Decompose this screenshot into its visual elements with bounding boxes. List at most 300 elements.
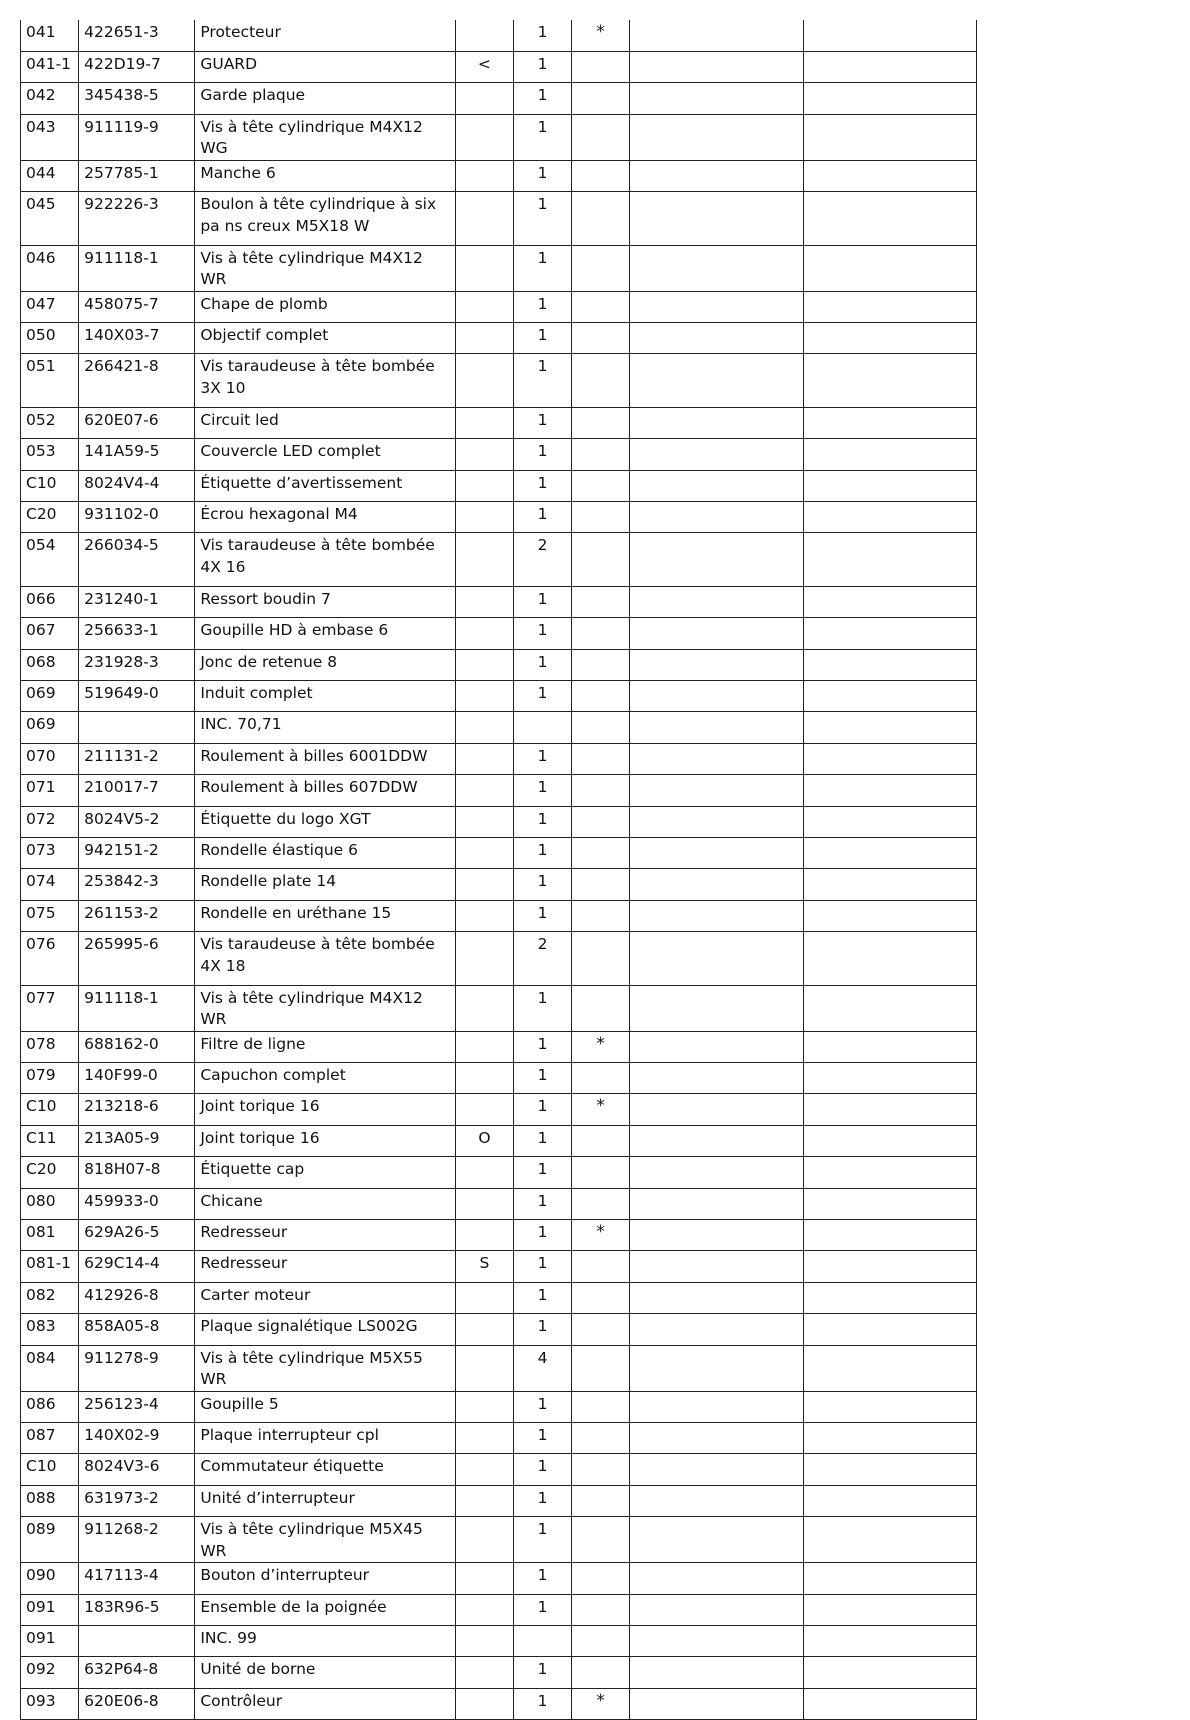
empty-cell	[803, 1517, 976, 1563]
marker-cell	[455, 806, 513, 837]
part-number-cell: 266034-5	[79, 533, 195, 587]
part-number-cell: 231240-1	[79, 586, 195, 617]
marker-cell	[455, 407, 513, 438]
table-row	[21, 439, 977, 470]
empty-cell	[630, 1188, 803, 1219]
item-number-cell: 051	[21, 354, 79, 408]
empty-cell	[630, 322, 803, 353]
table-row	[21, 1594, 977, 1625]
description-cell: GUARD	[195, 51, 456, 82]
part-number-cell: 257785-1	[79, 160, 195, 191]
item-number-cell: 082	[21, 1282, 79, 1313]
item-number-cell: 041	[21, 20, 79, 51]
marker-cell	[455, 245, 513, 291]
quantity-cell: 1	[513, 649, 571, 680]
marker-cell	[455, 502, 513, 533]
part-number-cell: 140X03-7	[79, 322, 195, 353]
table-row	[21, 114, 977, 160]
empty-cell	[803, 586, 976, 617]
description-cell: Capuchon complet	[195, 1063, 456, 1094]
empty-cell	[630, 1282, 803, 1313]
description-cell: Carter moteur	[195, 1282, 456, 1313]
part-number-cell: 911278-9	[79, 1345, 195, 1391]
note-cell	[572, 1125, 630, 1156]
empty-cell	[803, 322, 976, 353]
empty-cell	[803, 618, 976, 649]
table-row	[21, 985, 977, 1031]
empty-cell	[803, 1094, 976, 1125]
description-cell: Vis taraudeuse à tête bombée 4X 16	[195, 533, 456, 587]
part-number-cell: 911119-9	[79, 114, 195, 160]
part-number-cell: 231928-3	[79, 649, 195, 680]
item-number-cell: 090	[21, 1563, 79, 1594]
empty-cell	[803, 900, 976, 931]
table-row	[21, 586, 977, 617]
empty-cell	[630, 291, 803, 322]
note-cell	[572, 1485, 630, 1516]
part-number-cell: 620E07-6	[79, 407, 195, 438]
quantity-cell: 1	[513, 1188, 571, 1219]
empty-cell	[630, 1031, 803, 1062]
item-number-cell: 072	[21, 806, 79, 837]
empty-cell	[630, 743, 803, 774]
empty-cell	[630, 838, 803, 869]
table-row	[21, 245, 977, 291]
note-cell	[572, 1423, 630, 1454]
empty-cell	[803, 869, 976, 900]
quantity-cell: 1	[513, 407, 571, 438]
empty-cell	[803, 1282, 976, 1313]
item-number-cell: 092	[21, 1657, 79, 1688]
table-row	[21, 20, 977, 51]
item-number-cell: 047	[21, 291, 79, 322]
table-row	[21, 743, 977, 774]
empty-cell	[630, 470, 803, 501]
item-number-cell: 091	[21, 1594, 79, 1625]
item-number-cell: 089	[21, 1517, 79, 1563]
description-cell: Rondelle en uréthane 15	[195, 900, 456, 931]
description-cell: INC. 70,71	[195, 712, 456, 743]
empty-cell	[630, 83, 803, 114]
part-number-cell: 458075-7	[79, 291, 195, 322]
marker-cell: S	[455, 1251, 513, 1282]
empty-cell	[803, 1188, 976, 1219]
marker-cell	[455, 1594, 513, 1625]
note-cell	[572, 1454, 630, 1485]
description-cell: Plaque signalétique LS002G	[195, 1314, 456, 1345]
part-number-cell: 8024V5-2	[79, 806, 195, 837]
empty-cell	[630, 1157, 803, 1188]
table-row	[21, 1157, 977, 1188]
marker-cell	[455, 20, 513, 51]
item-number-cell: 091	[21, 1625, 79, 1656]
marker-cell	[455, 869, 513, 900]
empty-cell	[630, 1423, 803, 1454]
table-row	[21, 1688, 977, 1719]
quantity-cell: 1	[513, 470, 571, 501]
empty-cell	[630, 1094, 803, 1125]
description-cell: Goupille 5	[195, 1391, 456, 1422]
quantity-cell: 1	[513, 586, 571, 617]
marker-cell	[455, 985, 513, 1031]
item-number-cell: 087	[21, 1423, 79, 1454]
part-number-cell: 213A05-9	[79, 1125, 195, 1156]
empty-cell	[803, 712, 976, 743]
item-number-cell: 069	[21, 712, 79, 743]
empty-cell	[803, 932, 976, 986]
description-cell: Rondelle élastique 6	[195, 838, 456, 869]
note-cell: *	[572, 1094, 630, 1125]
marker-cell	[455, 838, 513, 869]
quantity-cell: 1	[513, 439, 571, 470]
part-number-cell: 261153-2	[79, 900, 195, 931]
item-number-cell: 077	[21, 985, 79, 1031]
note-cell	[572, 322, 630, 353]
marker-cell	[455, 586, 513, 617]
description-cell: Roulement à billes 6001DDW	[195, 743, 456, 774]
table-row	[21, 681, 977, 712]
empty-cell	[803, 83, 976, 114]
quantity-cell: 1	[513, 743, 571, 774]
table-row	[21, 900, 977, 931]
empty-cell	[630, 1251, 803, 1282]
item-number-cell: 041-1	[21, 51, 79, 82]
item-number-cell: 081-1	[21, 1251, 79, 1282]
quantity-cell: 4	[513, 1345, 571, 1391]
description-cell: Protecteur	[195, 20, 456, 51]
item-number-cell: 050	[21, 322, 79, 353]
part-number-cell: 210017-7	[79, 775, 195, 806]
part-number-cell: 412926-8	[79, 1282, 195, 1313]
part-number-cell	[79, 712, 195, 743]
marker-cell	[455, 1188, 513, 1219]
table-row	[21, 1517, 977, 1563]
table-row	[21, 1657, 977, 1688]
empty-cell	[803, 985, 976, 1031]
part-number-cell: 818H07-8	[79, 1157, 195, 1188]
table-row	[21, 470, 977, 501]
note-cell	[572, 869, 630, 900]
item-number-cell: C10	[21, 1454, 79, 1485]
table-row	[21, 775, 977, 806]
quantity-cell: 1	[513, 838, 571, 869]
empty-cell	[803, 470, 976, 501]
description-cell: Objectif complet	[195, 322, 456, 353]
description-cell: Plaque interrupteur cpl	[195, 1423, 456, 1454]
quantity-cell: 1	[513, 681, 571, 712]
marker-cell	[455, 114, 513, 160]
quantity-cell: 1	[513, 1157, 571, 1188]
table-row	[21, 322, 977, 353]
marker-cell	[455, 470, 513, 501]
note-cell	[572, 618, 630, 649]
empty-cell	[803, 1423, 976, 1454]
description-cell: Écrou hexagonal M4	[195, 502, 456, 533]
marker-cell	[455, 439, 513, 470]
marker-cell	[455, 1157, 513, 1188]
quantity-cell: 1	[513, 985, 571, 1031]
part-number-cell: 8024V4-4	[79, 470, 195, 501]
empty-cell	[630, 51, 803, 82]
part-number-cell: 211131-2	[79, 743, 195, 774]
marker-cell	[455, 1282, 513, 1313]
empty-cell	[630, 502, 803, 533]
empty-cell	[630, 932, 803, 986]
empty-cell	[803, 160, 976, 191]
note-cell	[572, 470, 630, 501]
table-row	[21, 1625, 977, 1656]
marker-cell	[455, 291, 513, 322]
description-cell: INC. 99	[195, 1625, 456, 1656]
item-number-cell: C20	[21, 1157, 79, 1188]
note-cell	[572, 1563, 630, 1594]
description-cell: Chape de plomb	[195, 291, 456, 322]
item-number-cell: 079	[21, 1063, 79, 1094]
marker-cell	[455, 354, 513, 408]
item-number-cell: C10	[21, 470, 79, 501]
empty-cell	[630, 354, 803, 408]
empty-cell	[630, 649, 803, 680]
item-number-cell: 088	[21, 1485, 79, 1516]
empty-cell	[630, 1125, 803, 1156]
empty-cell	[630, 1391, 803, 1422]
item-number-cell: 086	[21, 1391, 79, 1422]
marker-cell	[455, 192, 513, 246]
quantity-cell: 1	[513, 83, 571, 114]
quantity-cell: 1	[513, 1391, 571, 1422]
item-number-cell: 074	[21, 869, 79, 900]
note-cell: *	[572, 1031, 630, 1062]
note-cell	[572, 1517, 630, 1563]
description-cell: Commutateur étiquette	[195, 1454, 456, 1485]
item-number-cell: 069	[21, 681, 79, 712]
description-cell: Vis à tête cylindrique M5X45 WR	[195, 1517, 456, 1563]
part-number-cell: 632P64-8	[79, 1657, 195, 1688]
quantity-cell: 1	[513, 1423, 571, 1454]
empty-cell	[630, 1517, 803, 1563]
empty-cell	[803, 1031, 976, 1062]
empty-cell	[630, 618, 803, 649]
quantity-cell: 1	[513, 354, 571, 408]
item-number-cell: 043	[21, 114, 79, 160]
note-cell	[572, 354, 630, 408]
note-cell	[572, 681, 630, 712]
item-number-cell: 054	[21, 533, 79, 587]
note-cell	[572, 712, 630, 743]
marker-cell: O	[455, 1125, 513, 1156]
note-cell	[572, 407, 630, 438]
item-number-cell: 045	[21, 192, 79, 246]
note-cell	[572, 502, 630, 533]
empty-cell	[803, 1485, 976, 1516]
part-number-cell: 911118-1	[79, 245, 195, 291]
description-cell: Vis taraudeuse à tête bombée 4X 18	[195, 932, 456, 986]
item-number-cell: C10	[21, 1094, 79, 1125]
empty-cell	[803, 1251, 976, 1282]
quantity-cell: 2	[513, 533, 571, 587]
description-cell: Étiquette d’avertissement	[195, 470, 456, 501]
item-number-cell: 044	[21, 160, 79, 191]
quantity-cell: 1	[513, 1125, 571, 1156]
table-row	[21, 83, 977, 114]
part-number-cell: 422D19-7	[79, 51, 195, 82]
note-cell	[572, 1251, 630, 1282]
table-row	[21, 1031, 977, 1062]
part-number-cell: 459933-0	[79, 1188, 195, 1219]
empty-cell	[630, 900, 803, 931]
empty-cell	[630, 1063, 803, 1094]
empty-cell	[803, 114, 976, 160]
note-cell	[572, 533, 630, 587]
empty-cell	[630, 1220, 803, 1251]
quantity-cell: 1	[513, 1688, 571, 1719]
empty-cell	[803, 1657, 976, 1688]
marker-cell	[455, 160, 513, 191]
empty-cell	[803, 1157, 976, 1188]
part-number-cell: 519649-0	[79, 681, 195, 712]
marker-cell	[455, 681, 513, 712]
quantity-cell: 1	[513, 160, 571, 191]
empty-cell	[803, 775, 976, 806]
empty-cell	[803, 1220, 976, 1251]
quantity-cell: 1	[513, 1094, 571, 1125]
item-number-cell: 083	[21, 1314, 79, 1345]
part-number-cell: 422651-3	[79, 20, 195, 51]
empty-cell	[803, 1345, 976, 1391]
note-cell	[572, 1282, 630, 1313]
marker-cell	[455, 1345, 513, 1391]
quantity-cell: 1	[513, 51, 571, 82]
empty-cell	[803, 1688, 976, 1719]
description-cell: Joint torique 16	[195, 1125, 456, 1156]
table-row	[21, 502, 977, 533]
empty-cell	[630, 20, 803, 51]
empty-cell	[803, 354, 976, 408]
empty-cell	[803, 502, 976, 533]
description-cell: Joint torique 16	[195, 1094, 456, 1125]
note-cell	[572, 1314, 630, 1345]
item-number-cell: 068	[21, 649, 79, 680]
table-row	[21, 1563, 977, 1594]
table-row	[21, 838, 977, 869]
part-number-cell: 688162-0	[79, 1031, 195, 1062]
item-number-cell: 081	[21, 1220, 79, 1251]
quantity-cell: 1	[513, 1251, 571, 1282]
note-cell	[572, 649, 630, 680]
description-cell: Goupille HD à embase 6	[195, 618, 456, 649]
empty-cell	[630, 1594, 803, 1625]
quantity-cell: 1	[513, 1282, 571, 1313]
part-number-cell: 629C14-4	[79, 1251, 195, 1282]
marker-cell	[455, 322, 513, 353]
table-row	[21, 1314, 977, 1345]
empty-cell	[630, 775, 803, 806]
note-cell	[572, 932, 630, 986]
marker-cell	[455, 932, 513, 986]
empty-cell	[630, 1688, 803, 1719]
table-row	[21, 1063, 977, 1094]
part-number-cell: 8024V3-6	[79, 1454, 195, 1485]
part-number-cell: 911268-2	[79, 1517, 195, 1563]
item-number-cell: 070	[21, 743, 79, 774]
item-number-cell: 053	[21, 439, 79, 470]
part-number-cell: 265995-6	[79, 932, 195, 986]
description-cell: Filtre de ligne	[195, 1031, 456, 1062]
item-number-cell: 071	[21, 775, 79, 806]
empty-cell	[630, 806, 803, 837]
quantity-cell: 1	[513, 291, 571, 322]
marker-cell	[455, 1063, 513, 1094]
table-row	[21, 1188, 977, 1219]
table-row	[21, 1251, 977, 1282]
description-cell: Bouton d’interrupteur	[195, 1563, 456, 1594]
part-number-cell: 922226-3	[79, 192, 195, 246]
item-number-cell: 046	[21, 245, 79, 291]
empty-cell	[803, 743, 976, 774]
description-cell: Chicane	[195, 1188, 456, 1219]
empty-cell	[630, 1485, 803, 1516]
quantity-cell: 1	[513, 1485, 571, 1516]
quantity-cell: 2	[513, 932, 571, 986]
quantity-cell: 1	[513, 192, 571, 246]
table-row	[21, 533, 977, 587]
item-number-cell: 078	[21, 1031, 79, 1062]
quantity-cell: 1	[513, 806, 571, 837]
note-cell	[572, 1391, 630, 1422]
table-row	[21, 160, 977, 191]
empty-cell	[803, 1625, 976, 1656]
quantity-cell: 1	[513, 1220, 571, 1251]
table-row	[21, 618, 977, 649]
part-number-cell: 213218-6	[79, 1094, 195, 1125]
empty-cell	[803, 439, 976, 470]
description-cell: Contrôleur	[195, 1688, 456, 1719]
item-number-cell: 042	[21, 83, 79, 114]
part-number-cell: 631973-2	[79, 1485, 195, 1516]
note-cell	[572, 114, 630, 160]
description-cell: Redresseur	[195, 1251, 456, 1282]
empty-cell	[803, 1391, 976, 1422]
description-cell: Vis à tête cylindrique M4X12 WR	[195, 245, 456, 291]
description-cell: Boulon à tête cylindrique à six pa ns creux M5X18 W	[195, 192, 456, 246]
note-cell	[572, 160, 630, 191]
description-cell: Couvercle LED complet	[195, 439, 456, 470]
description-cell: Induit complet	[195, 681, 456, 712]
item-number-cell: C20	[21, 502, 79, 533]
part-number-cell: 256633-1	[79, 618, 195, 649]
empty-cell	[630, 869, 803, 900]
marker-cell: <	[455, 51, 513, 82]
empty-cell	[803, 192, 976, 246]
quantity-cell: 1	[513, 20, 571, 51]
note-cell	[572, 291, 630, 322]
quantity-cell: 1	[513, 618, 571, 649]
description-cell: Vis à tête cylindrique M4X12 WR	[195, 985, 456, 1031]
empty-cell	[803, 838, 976, 869]
description-cell: Unité de borne	[195, 1657, 456, 1688]
table-row	[21, 1094, 977, 1125]
empty-cell	[630, 1563, 803, 1594]
table-row	[21, 192, 977, 246]
item-number-cell: 052	[21, 407, 79, 438]
marker-cell	[455, 1423, 513, 1454]
table-row	[21, 1423, 977, 1454]
note-cell	[572, 1625, 630, 1656]
quantity-cell: 1	[513, 322, 571, 353]
description-cell: Vis à tête cylindrique M5X55 WR	[195, 1345, 456, 1391]
marker-cell	[455, 712, 513, 743]
empty-cell	[803, 533, 976, 587]
